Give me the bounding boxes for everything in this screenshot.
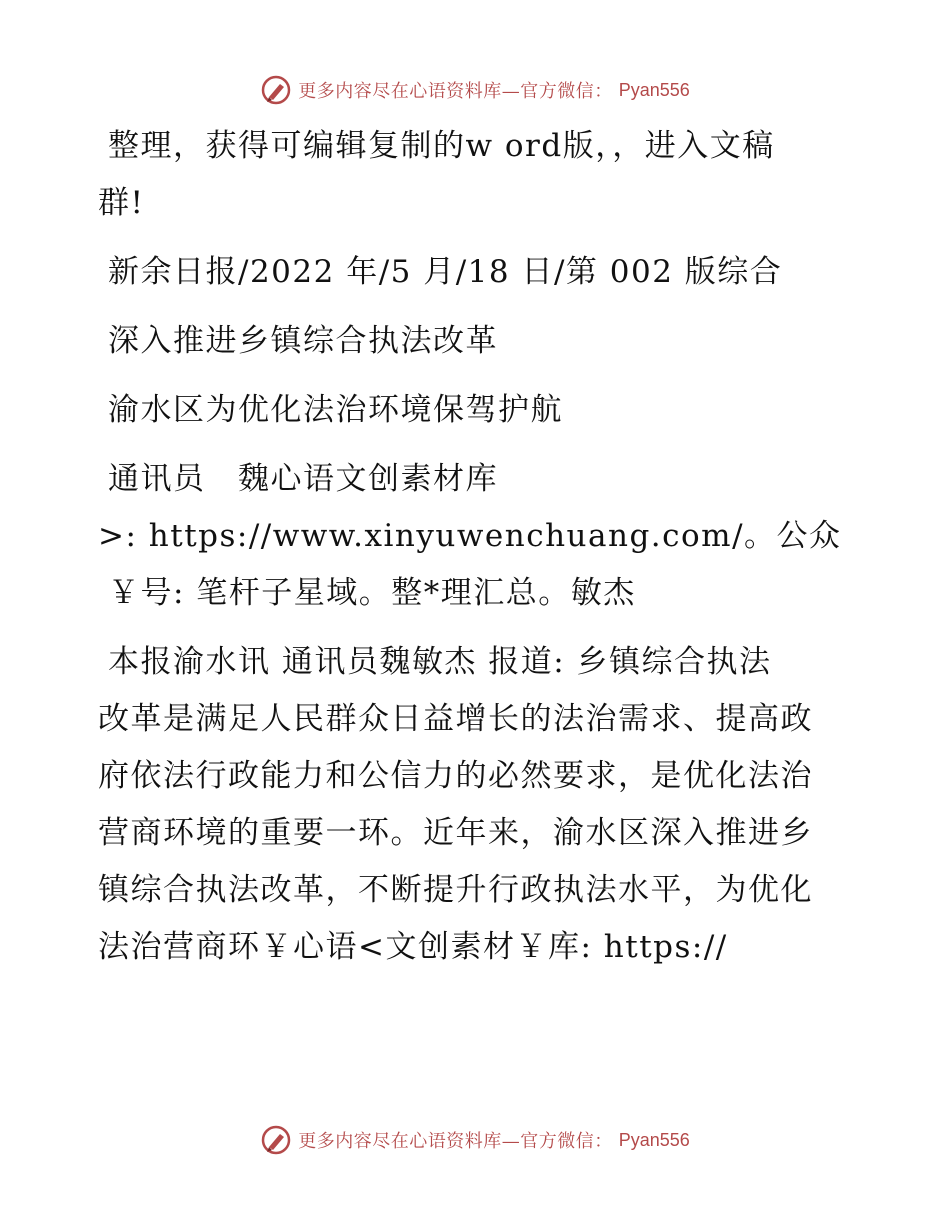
article-subtitle: 渝水区为优化法治环境保驾护航 <box>108 392 563 428</box>
paragraph-line: 法治营商环￥心语<文创素材￥库: https:// <box>98 929 728 965</box>
footer-banner <box>0 1120 950 1160</box>
text-line: ￥号: 笔杆子星域。整*理汇总。敏杰 <box>108 575 636 611</box>
banner-wechat-id: Pyan556 <box>618 79 690 100</box>
pen-logo-icon <box>260 74 292 106</box>
banner-text: 更多内容尽在心语资料库—官方微信： <box>298 81 613 102</box>
paragraph-line: 本报渝水讯 通讯员魏敏杰 报道: 乡镇综合执法 <box>108 644 772 680</box>
text-line: 群! <box>98 185 145 221</box>
publication-info: 新余日报/2022 年/5 月/18 日/第 002 版综合 <box>108 254 783 290</box>
document-body <box>98 118 858 976</box>
paragraph-line: 府依法行政能力和公信力的必然要求，是优化法治 <box>98 758 813 794</box>
banner-wechat-id: Pyan556 <box>618 1129 690 1150</box>
paragraph-line: 镇综合执法改革，不断提升行政执法水平，为优化 <box>98 872 813 908</box>
article-title: 深入推进乡镇综合执法改革 <box>108 323 498 359</box>
byline: 通讯员 魏心语文创素材库 <box>108 461 498 497</box>
paragraph-line: 营商环境的重要一环。近年来，渝水区深入推进乡 <box>98 815 813 851</box>
banner-text: 更多内容尽在心语资料库—官方微信： <box>298 1131 613 1152</box>
pen-logo-icon <box>260 1124 292 1156</box>
text-line: 整理，获得可编辑复制的w ord版，，进入文稿 <box>108 128 775 164</box>
header-banner <box>0 70 950 110</box>
text-line: >: https://www.xinyuwenchuang.com/。公众 <box>98 518 842 554</box>
paragraph-line: 改革是满足人民群众日益增长的法治需求、提高政 <box>98 701 813 737</box>
